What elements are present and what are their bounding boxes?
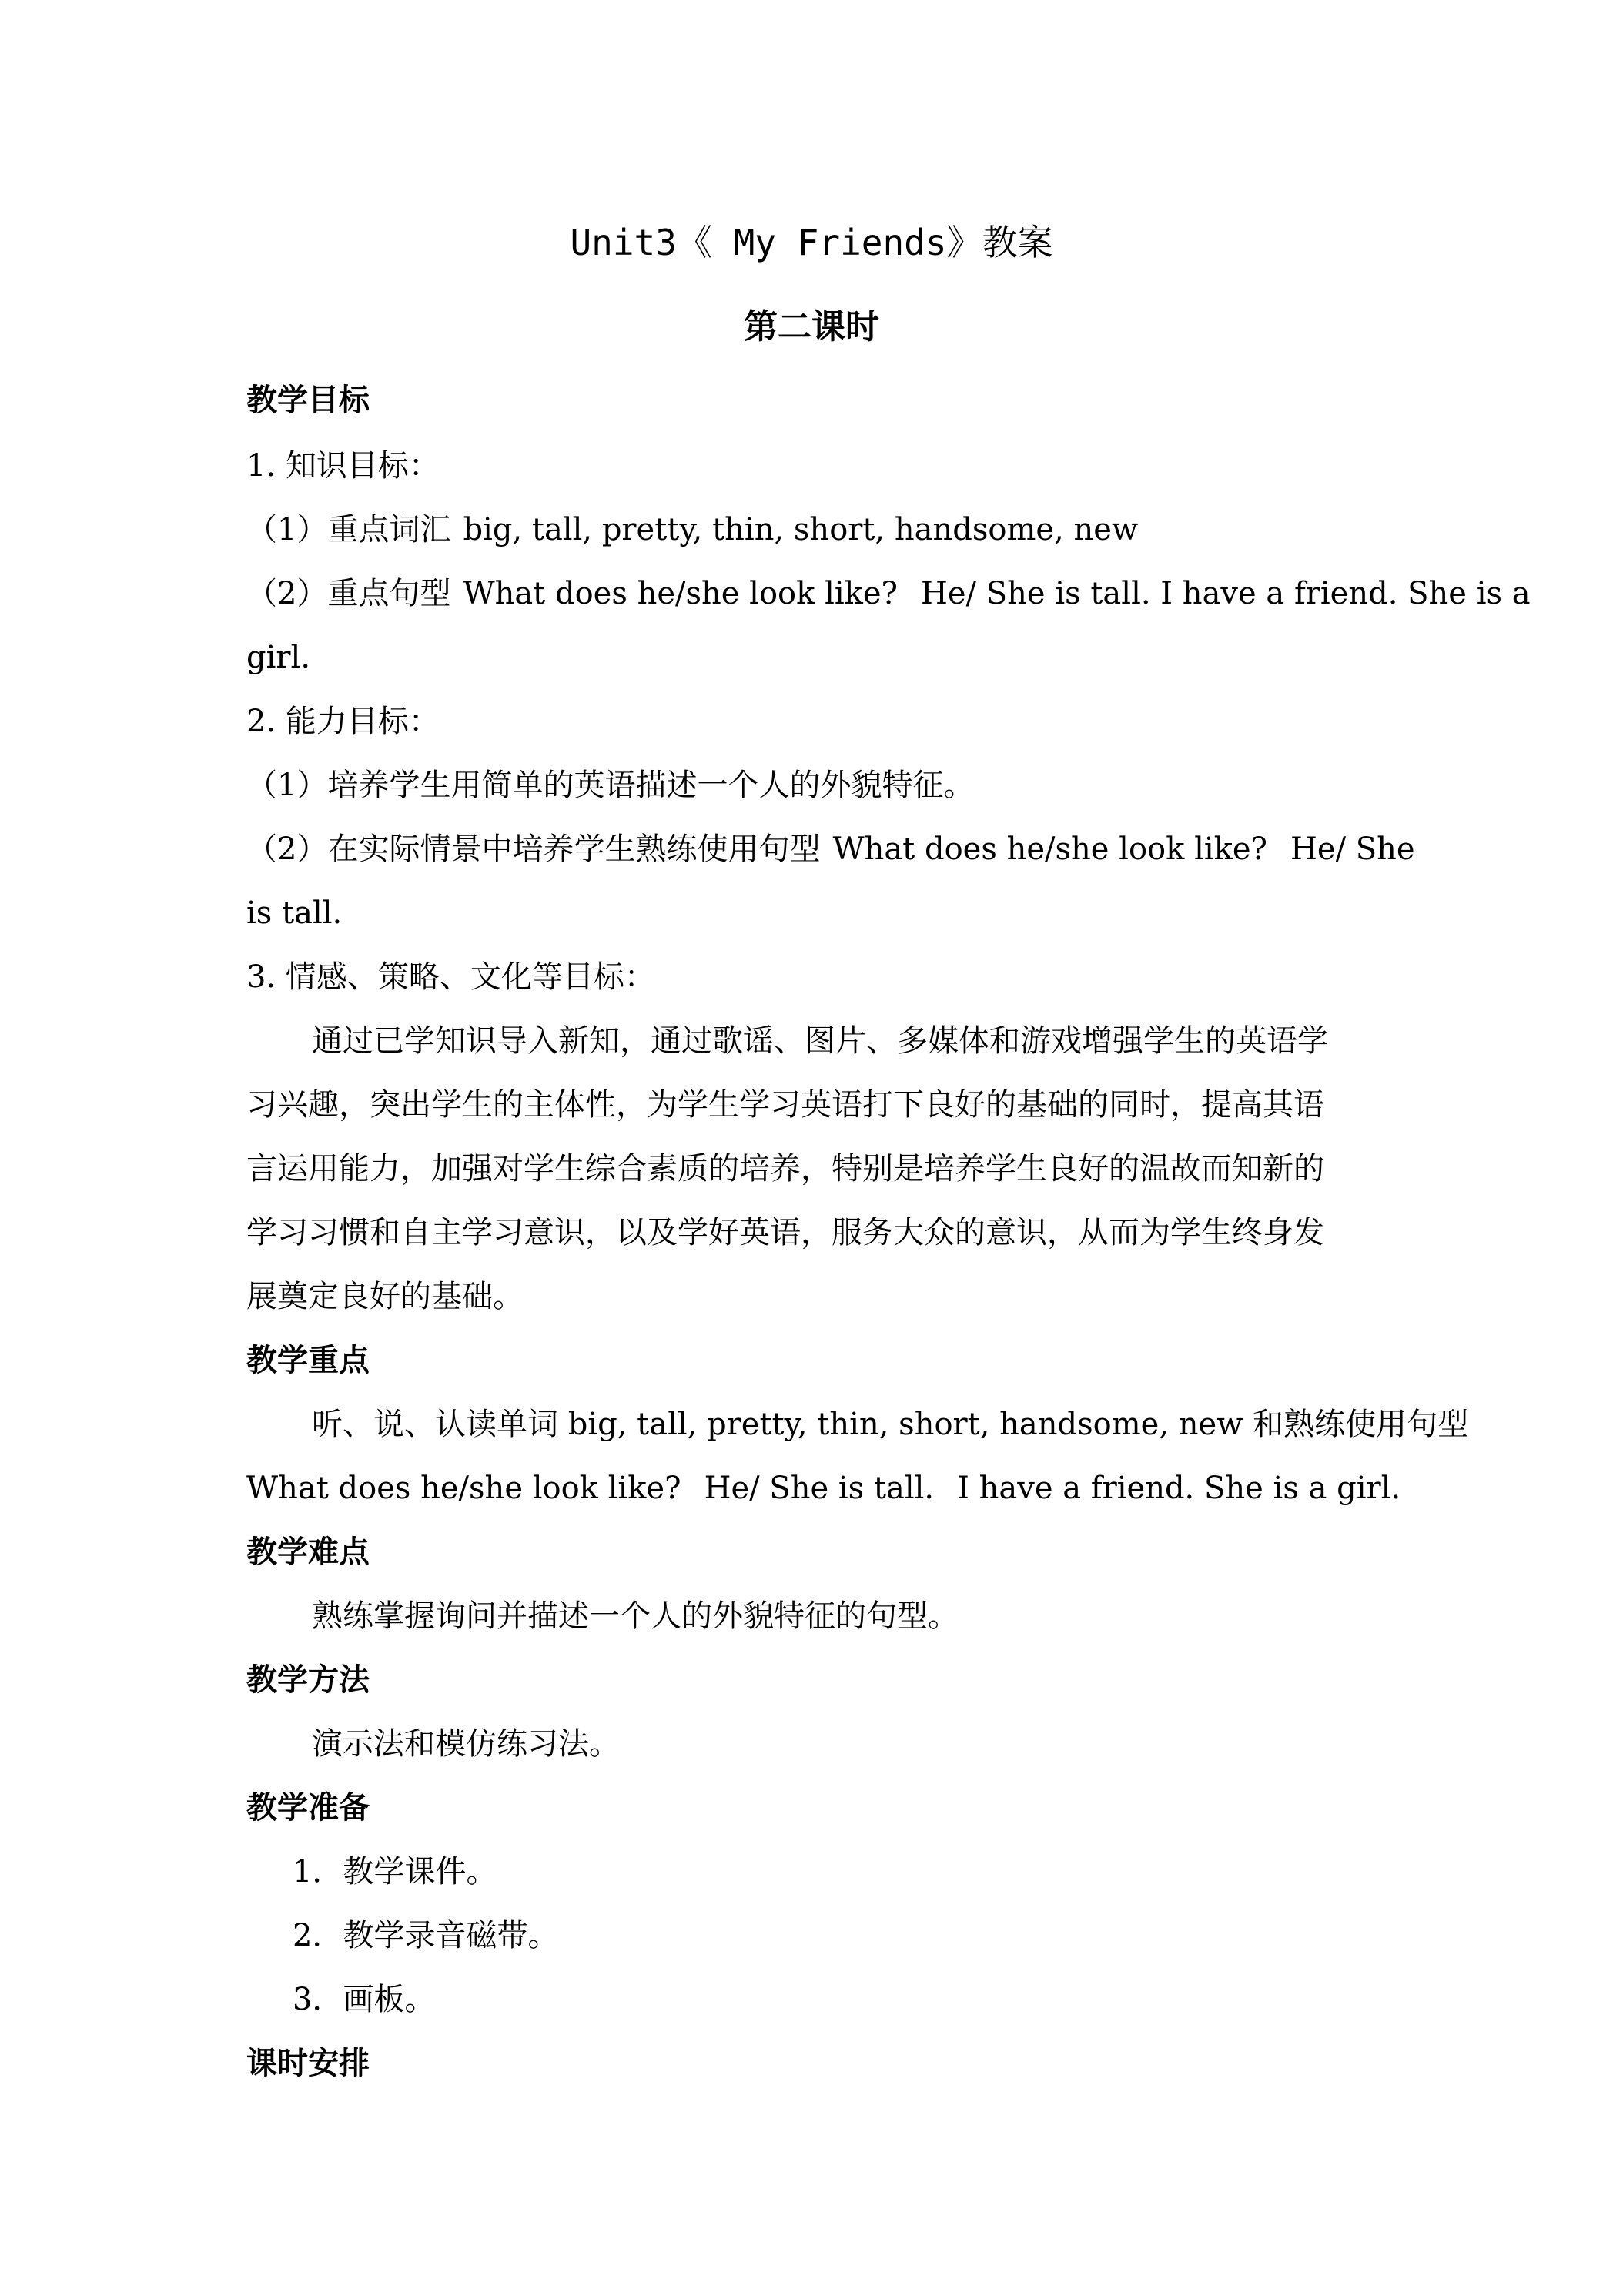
sentence-line (246, 574, 1531, 613)
key-points-part-c: I have a friend. She is a girl. (957, 1471, 1401, 1506)
preparation-heading: 教学准备 (246, 1790, 370, 1826)
ability-2-part-a: （2）在实际情景中培养学生熟练使用句型 (246, 832, 821, 867)
difficulties-heading: 教学难点 (246, 1535, 370, 1570)
ability-2-part-b: What does he/she look like? (832, 832, 1268, 867)
title-suffix: 教案 (982, 222, 1053, 263)
key-points-line: 听、说、认读单词 big, tall, pretty, thin, short, handsome, new 和熟练使用句型 (312, 1407, 1469, 1442)
lesson-subtitle: 第二课时 (744, 307, 879, 346)
emotion-paragraph-line: 言运用能力，加强对学生综合素质的培养，特别是培养学生良好的温故而知新的 (246, 1151, 1324, 1186)
difficulties-text: 熟练掌握询问并描述一个人的外貌特征的句型。 (312, 1598, 959, 1634)
emotion-paragraph-line: 学习习惯和自主学习意识，以及学好英语，服务大众的意识，从而为学生终身发 (246, 1215, 1324, 1250)
emotion-paragraph-line: 通过已学知识导入新知，通过歌谣、图片、多媒体和游戏增强学生的英语学 (312, 1023, 1328, 1059)
preparation-item: 3．画板。 (293, 1982, 436, 2017)
key-points-heading: 教学重点 (246, 1343, 370, 1378)
sentence-line-cont: girl. (246, 640, 311, 675)
sentence-part-b: He/ She is tall. I have a friend. She is a (921, 576, 1531, 611)
methods-heading: 教学方法 (246, 1662, 370, 1698)
key-points-part-b: He/ She is tall. (704, 1471, 935, 1506)
emotion-paragraph-line: 习兴趣，突出学生的主体性，为学生学习英语打下良好的基础的同时，提高其语 (246, 1087, 1324, 1123)
vocab-label: （1）重点词汇 (246, 512, 451, 547)
sentence-part-a: What does he/she look like? (463, 576, 899, 611)
objectives-heading: 教学目标 (246, 383, 370, 418)
vocab-line (246, 510, 1386, 549)
ability-item-2-cont: is tall. (246, 895, 343, 931)
knowledge-label: 1. 知识目标： (246, 448, 440, 484)
key-points-line-cont (246, 1469, 1401, 1508)
sentence-label: （2）重点句型 (246, 576, 451, 611)
ability-item-1: （1）培养学生用简单的英语描述一个人的外貌特征。 (246, 768, 975, 803)
emotion-paragraph-line: 展奠定良好的基础。 (246, 1279, 524, 1314)
emotion-label: 3. 情感、策略、文化等目标： (246, 959, 655, 995)
document-title (0, 219, 1623, 266)
ability-item-2 (246, 830, 1415, 869)
ability-label: 2. 能力目标： (246, 704, 440, 739)
preparation-item: 2．教学录音磁带。 (293, 1918, 559, 1953)
title-unit: Unit3《 My Friends》 (570, 222, 982, 263)
schedule-heading: 课时安排 (246, 2046, 370, 2081)
ability-2-part-c: He/ She (1290, 832, 1415, 867)
key-points-part-a: What does he/she look like? (246, 1471, 681, 1506)
preparation-item: 1．教学课件。 (293, 1854, 497, 1889)
methods-text: 演示法和模仿练习法。 (312, 1726, 620, 1762)
vocab-words: big, tall, pretty, thin, short, handsome, new (463, 512, 1139, 547)
